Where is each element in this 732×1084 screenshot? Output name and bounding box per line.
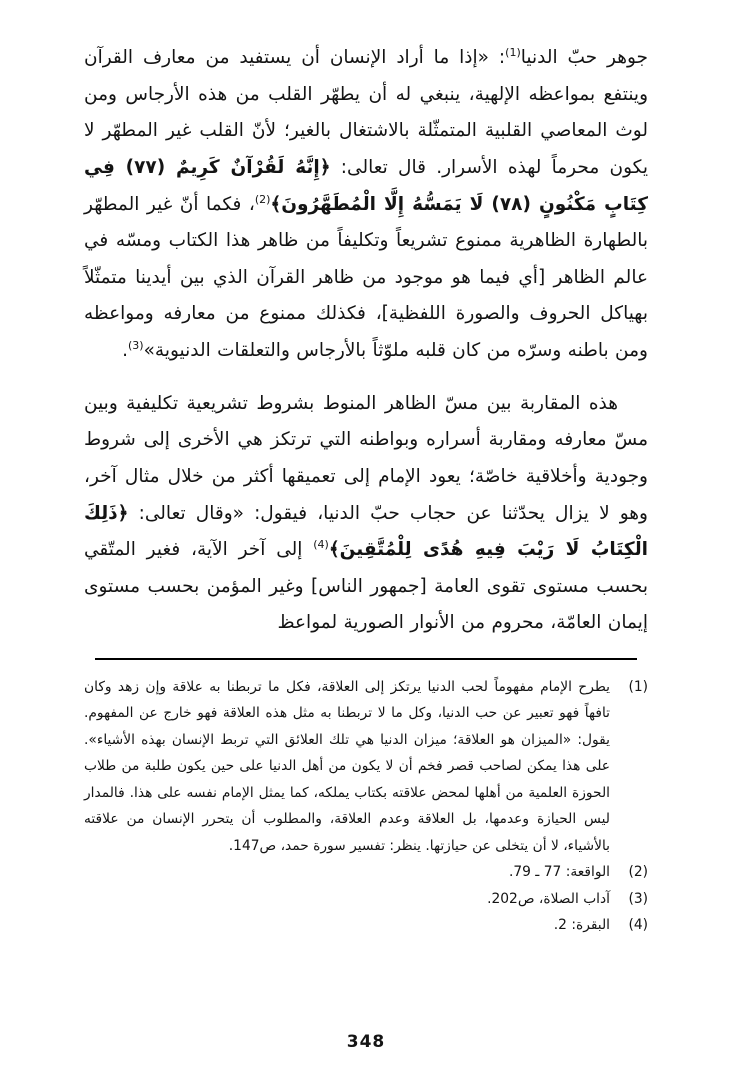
footnote-ref-3: (3)	[127, 338, 144, 352]
footnote-text: آداب الصلاة، ص202‏.	[487, 890, 610, 907]
footnote-ref-2: (2)	[254, 192, 271, 206]
footnote-number: (4)	[628, 917, 648, 934]
footnote-separator	[95, 658, 636, 660]
footnote-number: (3)	[628, 890, 648, 907]
page-number: 348	[346, 1032, 386, 1052]
main-text-block	[84, 40, 648, 642]
body-text-run: .	[122, 340, 128, 361]
body-text-run: هذه المقاربة بين مسّ الظاهر المنوط بشروط تشريعية تكليفية وبين مسّ معارفه ومقاربة أسراره وبواطنه التي ترتكز هي الأخرى إلى شروط وجودية وأخلاقية خاصّة؛ يعود الإمام إلى تعميقها أكثر من خلال مثال آخر، وهو لا يزال يحدّثنا عن حجاب حبّ الدنيا، فيقول: «وقال تعالى:	[84, 392, 648, 524]
footnote-text: يطرح الإمام مفهوماً لحب الدنيا يرتكز إلى العلاقة، فكل ما تربطنا به علاقة وإن زهد وكان تافهاً فهو تعبير عن حب الدنيا، وكل ما لا تربطنا به مثل هذه العلاقة فهو خارج عن المفهوم. يقول: «الميزان هو العلاقة؛ ميزان الدنيا هي تلك العلائق التي تربط الإنسان بهذه الأشياء». على هذا يمكن لصاحب قصر فخم أن لا يكون من أهل الدنيا على حين يكون طلبة من طلاب الحوزة العلمية من أهلها لمحض علاقته بكتاب يملكه، كما يمثل الإمام نفسه على هذا. فالمدار ليس الحيازة وعدمها، بل العلاقة وعدم العلاقة، والمطلوب أن يتحرر الإنسان من علاقته بالأشياء، لا أن يتخلى عن حيازتها. ينظر: تفسير سورة حمد، ص147‏.	[84, 679, 610, 854]
body-text-run: إلى آخر الآية، فغير المتّقي بحسب مستوى تقوى العامة [جمهور الناس] وغير المؤمن بحسب مستوى إيمان العامّة، محروم من الأنوار الصورية لمواعظ	[84, 539, 648, 634]
quran-verse-baqara: ﴿ذَلِكَ الْكِتَابُ لَا رَيْبَ فِيهِ هُدًى لِلْمُتَّقِينَ﴾	[84, 502, 648, 561]
footnote-item-3	[84, 886, 648, 912]
footnote-ref-4: (4)	[313, 537, 329, 551]
footnotes-section	[84, 674, 648, 939]
footnote-item-1	[84, 674, 648, 859]
body-text-run: جوهر حبّ الدنيا	[520, 47, 648, 68]
page-footer	[0, 1032, 732, 1052]
footnote-ref-1: (1)	[505, 45, 521, 59]
quran-verse-waqia: ﴿إِنَّهُ لَقُرْآنٌ كَرِيمٌ (٧٧) فِي كِتَابٍ مَكْنُونٍ (٧٨) لَا يَمَسُّهُ إِلَّا الْمُطَهَّرُونَ﴾	[84, 156, 648, 215]
footnote-text: البقرة: 2‏.	[553, 917, 610, 934]
paragraph-1	[84, 40, 648, 370]
footnote-number: (2)	[628, 864, 648, 881]
footnote-text: الواقعة: 77 ـ 79‏.	[508, 864, 610, 881]
footnote-item-4	[84, 912, 648, 938]
footnote-item-2	[84, 859, 648, 885]
body-text-run: ، فكما أنّ غير المطهّر بالطهارة الظاهرية ممنوع تشريعاً وتكليفاً من ظاهر هذا الكتاب ومسّه في عالم الظاهر [أي فيما هو موجود من ظاهر القرآن الذي بين أيدينا متمثّلاً بهياكل الحروف والصورة اللفظية]، فكذلك ممنوع من معارفه ومواعظه ومن باطنه وسرّه من كان قلبه ملوّثاً بالأرجاس والتعلقات الدنيوية»	[84, 193, 648, 361]
body-text-run: : «إذا ما أراد الإنسان أن يستفيد من معارف القرآن وينتفع بمواعظه الإلهية، ينبغي له أن يطهّر القلب من هذه الأرجاس ومن لوث المعاصي القلبية المتمثّلة بالاشتغال بالغير؛ لأنّ القلب غير المطهّر لا يكون محرماً لهذه الأسرار. قال تعالى:	[84, 47, 648, 178]
paragraph-2	[84, 386, 648, 642]
footnote-number: (1)	[628, 679, 648, 695]
